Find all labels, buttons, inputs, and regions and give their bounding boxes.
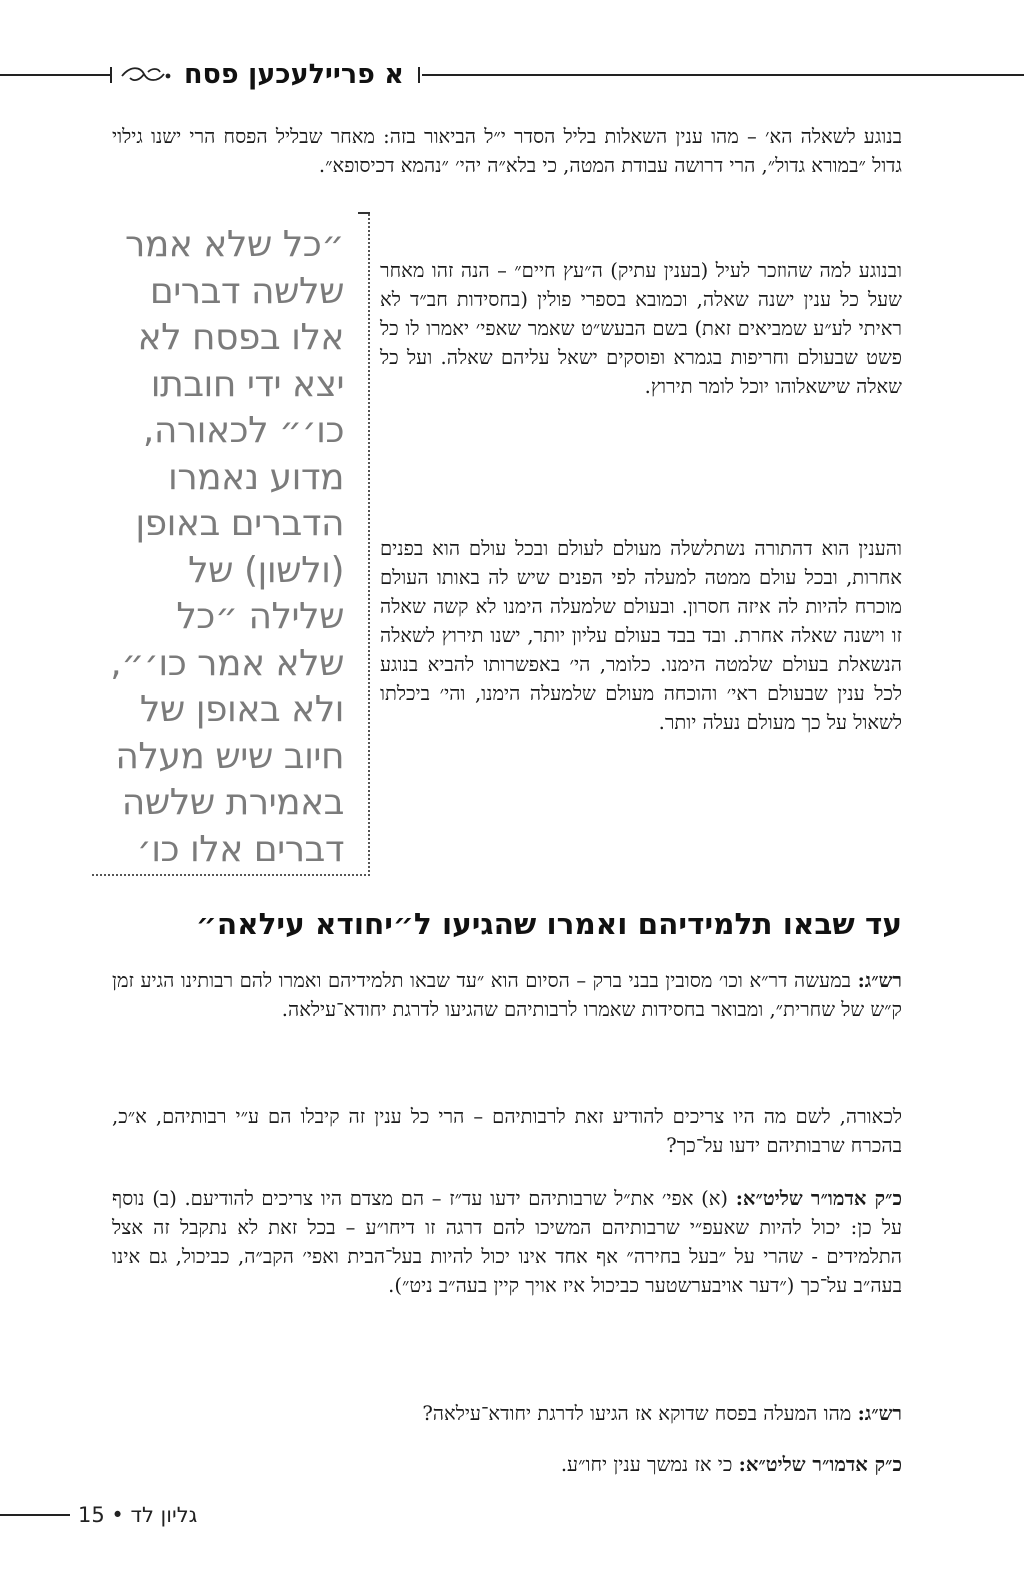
paragraph-text: (א) אפי׳ את״ל שרבותיהם ידעו עד״ז – הם מצדם היו צריכים להודיעם. (ב) נוסף על כן: יכול להיות שאעפ״י שרבותיהם המשיכו להם דרגה זו דיחו״ע – בכל זאת לא נתקבל זה אצל התלמידים - שהרי על ״בעל בחירה״ אף אחד אינו יכול להיות בעל־הבית ואפי׳ הקב״ה, כביכול, גם אינו בעה״ב על־כך (״דער אויבערשטער כביכול איז אויך קיין בעה״ב ניט״). — [112, 1187, 902, 1297]
speaker-label: כ״ק אדמו״ר שליט״א: — [735, 1187, 902, 1210]
section-heading: עד שבאו תלמידיהם ואמרו שהגיעו ל״יחודא עילאה״ — [195, 907, 902, 941]
paragraph-text: כי אז נמשך ענין יחו״ע. — [560, 1453, 739, 1476]
footer-rule — [0, 1514, 70, 1516]
page-number: 15 — [78, 1503, 105, 1527]
column-paragraph-1: ובנוגע למה שהוזכר לעיל (בענין עתיק) ה״עץ חיים״ – הנה זהו מאחר שעל כל ענין ישנה שאלה, וכמובא בספרי פולין (בחסידות חב״ד לא ראיתי לע״ע שמביאים זאת) בשם הבעש״ט שאמר שאפי׳ יאמרו לו כל פשט שבעולם וחריפות בגמרא ופוסקים ישאל עליהם שאלה. ועל כל שאלה שישאלוהו יוכל לומר תירוץ. — [380, 259, 902, 398]
speaker-label: רש״ג: — [857, 969, 902, 992]
header-rule-tick — [418, 67, 420, 83]
body-paragraph-4 — [112, 1399, 902, 1428]
body-paragraph-5 — [112, 1450, 902, 1479]
intro-paragraph: בנוגע לשאלה הא׳ – מהו ענין השאלות בליל הסדר י״ל הביאור בזה: מאחר שבליל הפסח הרי ישנו גילוי גדול ״במורא גדול״, הרי דרושה עבודת המטה, כי בלא״ה יהי׳ ״נהמא דכיסופא״. — [112, 125, 902, 177]
header-rule-right — [422, 74, 1024, 76]
speaker-label: רש״ג: — [857, 1402, 902, 1425]
flourish-ornament-icon — [118, 62, 172, 90]
paragraph-text: מהו המעלה בפסח שדוקא אז הגיעו לדרגת יחודא־עילאה? — [422, 1402, 858, 1425]
header-rule-left — [0, 74, 112, 76]
page-footer: גליון לד • 15 — [78, 1503, 198, 1527]
header-rule-tick — [110, 67, 112, 83]
running-header — [0, 58, 1024, 94]
column-paragraph-2: והענין הוא דהתורה נשתלשלה מעולם לעולם ובכל עולם הוא בפנים אחרות, ובכל עולם ממטה למעלה לפי הפנים שיש לה באותו העולם מוכרח להיות לה איזה חסרון. ובעולם שלמעלה הימנו לא קשה שאלה זו וישנה שאלה אחרת. ובד בבד בעולם עליון יותר, ישנו תירוץ לשאלה הנשאלת בעולם שלמטה הימנו. כלומר, הי׳ באפשרותו להביא בנוגע לכל ענין שבעולם ראי׳ והוכחה מעולם שלמעלה הימנו, והי׳ ביכלתו לשאול על כך מעולם נעלה יותר. — [380, 537, 902, 734]
body-paragraph-2: לכאורה, לשם מה היו צריכים להודיע זאת לרבותיהם – הרי כל ענין זה קיבלו הם ע״י רבותיהם, א״כ, בהכרח שרבותיהם ידעו על־כך? — [112, 1105, 902, 1157]
header-title: א פריילעכען פסח — [184, 59, 404, 90]
body-paragraph-1 — [112, 966, 902, 1024]
issue-label: גליון לד — [130, 1503, 198, 1527]
paragraph-text: במעשה דר״א וכו׳ מסובין בבני ברק – הסיום הוא ״עד שבאו תלמידיהם ואמרו להם רבותינו הגיע זמן ק״ש של שחרית״, ומבואר בחסידות שאמרו לרבותיהם שהגיעו לדרגת יחודא־עילאה. — [112, 969, 902, 1021]
speaker-label: כ״ק אדמו״ר שליט״א: — [738, 1453, 902, 1476]
pullquote: ״כל שלא אמר שלשה דברים אלו בפסח לא יצא ידי חובתו כו׳״ לכאורה, מדוע נאמרו הדברים באופן (ולשון) של שלילה ״כל שלא אמר כו׳״, ולא באופן של חיוב שיש מעלה באמירת שלשה דברים אלו כו׳ — [110, 224, 344, 870]
body-paragraph-3 — [112, 1184, 902, 1300]
